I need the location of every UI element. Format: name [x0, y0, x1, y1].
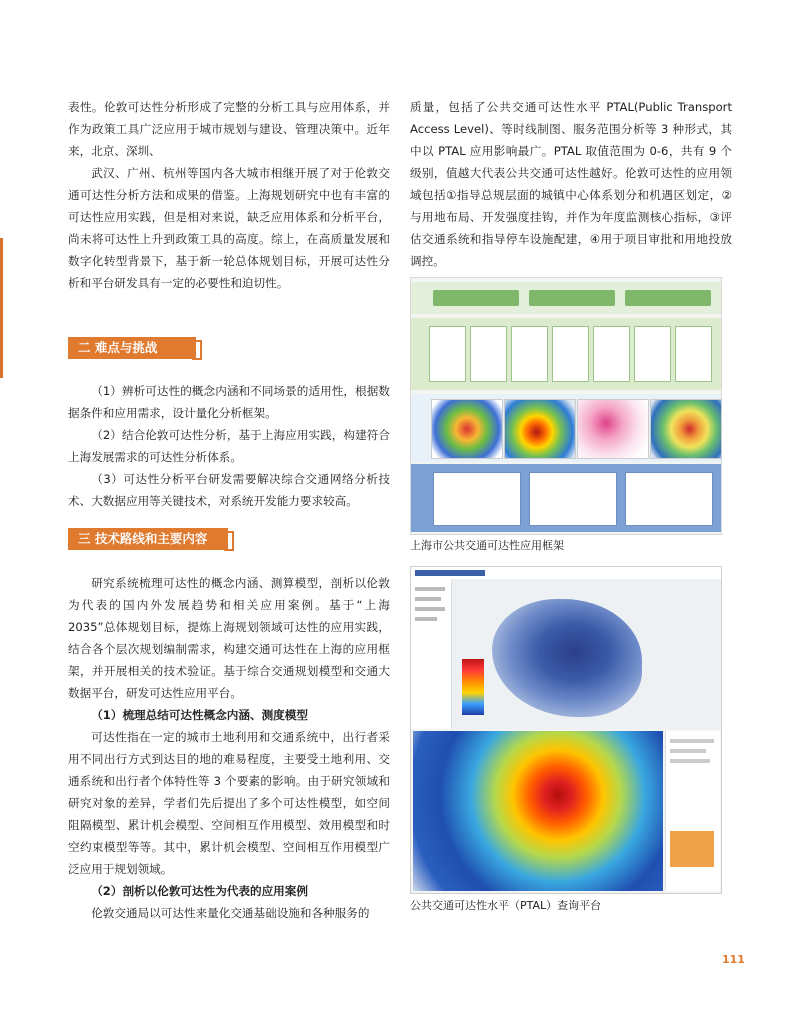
framework-pill: [529, 290, 615, 306]
framework-card: [470, 326, 507, 382]
framework-app-card: [625, 472, 713, 526]
framework-band-1: [411, 282, 721, 314]
section-heading-technical-route-text: 三 技术路线和主要内容: [78, 531, 208, 546]
left-column-top: [68, 96, 390, 294]
figure-2-caption: 公共交通可达性水平（PTAL）查询平台: [410, 899, 602, 912]
platform-map-view: [452, 579, 721, 729]
sidebar-line: [415, 587, 445, 591]
framework-card: [511, 326, 548, 382]
accessibility-map-tile: [650, 399, 722, 459]
framework-band-3: [411, 394, 721, 462]
right-column-top: [410, 96, 732, 272]
platform-detail-panel: [665, 731, 720, 891]
figure-1-caption: 上海市公共交通可达性应用框架: [410, 539, 564, 552]
route-paragraph: 研究系统梳理可达性的概念内涵、测算模型，剖析以伦敦为代表的国内外发展趋势和相关应用案例。基于“上海 2035”总体规划目标，提炼上海规划领域可达性的应用实践，结合各个层次规划编制需求，构建交通可达性在上海的应用框架，并开展相关的技术验证。基于综合交通规划模型和交通大数据平台，研发可达性应用平台。: [68, 576, 390, 700]
left-paragraph-2: 武汉、广州、杭州等国内各大城市相继开展了对于伦敦交通可达性分析方法和成果的借鉴。上海规划研究中也有丰富的可达性应用实践，但是相对来说，缺乏应用体系和分析平台，尚未将可达性上升到政策工具的高度。综上，在高质量发展和数字化转型背景下，基于新一轮总体规划目标，开展可达性分析和平台研发具有一定的必要性和迫切性。: [68, 166, 390, 290]
map-legend: [462, 659, 484, 715]
platform-sidebar: [411, 579, 452, 729]
page-number: 111: [722, 953, 745, 966]
framework-band-4: [411, 464, 721, 532]
framework-card: [552, 326, 589, 382]
page-edge-marker: [0, 238, 3, 378]
panel-line: [670, 759, 710, 763]
section-heading-challenges-text: 二 难点与挑战: [78, 340, 158, 355]
left-paragraph-1: 表性。伦敦可达性分析形成了完整的分析工具与应用体系，并作为政策工具广泛应用于城市规划与建设、管理决策中。近年来，北京、深圳、: [68, 100, 390, 158]
framework-card: [429, 326, 466, 382]
accessibility-map-tile: [431, 399, 503, 459]
framework-pill: [433, 290, 519, 306]
panel-line: [670, 749, 706, 753]
challenge-item-2: （2）结合伦敦可达性分析，基于上海应用实践，构建符合上海发展需求的可达性分析体系。: [68, 428, 390, 464]
subheading-london: （2）剖析以伦敦可达性为代表的应用案例: [91, 884, 308, 898]
framework-card: [593, 326, 630, 382]
challenge-item-3: （3）可达性分析平台研发需要解决综合交通网络分析技术、大数据应用等关键技术，对系统开发能力要求较高。: [68, 472, 390, 508]
framework-app-card: [433, 472, 521, 526]
subheading-concept: （1）梳理总结可达性概念内涵、测度模型: [91, 708, 308, 722]
panel-chart: [670, 831, 714, 867]
accessibility-map-tile: [577, 399, 649, 459]
ptal-overview-map: [492, 599, 642, 717]
framework-card: [634, 326, 671, 382]
framework-app-card: [529, 472, 617, 526]
ptal-platform-screenshot: [410, 566, 722, 894]
platform-logo: [415, 570, 485, 576]
section-heading-challenges: [68, 337, 196, 359]
london-paragraph: 伦敦交通局以可达性来量化交通基础设施和各种服务的: [91, 906, 370, 920]
accessibility-map-tile: [504, 399, 576, 459]
sidebar-line: [415, 597, 441, 601]
sidebar-line: [415, 607, 445, 611]
concept-paragraph: 可达性指在一定的城市土地利用和交通系统中，出行者采用不同出行方式到达目的地的难易程度，主要受土地利用、交通系统和出行者个体特性等 3 个要素的影响。由于研究领域和研究对象的差异，学者们先后提出了多个可达性模型，如空间阻隔模型、累计机会模型、空间相互作用模型、效用模型和时空约束模型等等。其中，累计机会模型、空间相互作用模型广泛应用于规划领域。: [68, 730, 390, 876]
heading-bracket-icon: [192, 340, 202, 360]
framework-diagram: [410, 277, 722, 535]
ptal-detail-heatmap: [413, 731, 663, 891]
framework-card: [675, 326, 712, 382]
framework-pill: [625, 290, 711, 306]
panel-line: [670, 739, 714, 743]
right-paragraph-1: 质量，包括了公共交通可达性水平 PTAL(Public Transport Access Level)、等时线制图、服务范围分析等 3 种形式，其中以 PTAL 应用影响最广。PTAL 取值范围为 0-6，共有 9 个级别，值越大代表公共交通可达性越好。伦敦可达性的应用领域包括①指导总规层面的城镇中心体系划分和机遇区划定，②与用地布局、开发强度挂钩，并作为年度监测核心指标，③评估交通系统和指导停车设施配建，④用于项目审批和用地投放调控。: [410, 100, 732, 268]
left-column-challenges: [68, 380, 390, 512]
challenge-item-1: （1）辨析可达性的概念内涵和不同场景的适用性，根据数据条件和应用需求，设计量化分析框架。: [68, 384, 390, 420]
sidebar-line: [415, 617, 437, 621]
heading-bracket-icon: [224, 531, 234, 551]
framework-band-2: [411, 318, 721, 390]
section-heading-technical-route: [68, 528, 228, 550]
left-column-route: [68, 572, 390, 924]
